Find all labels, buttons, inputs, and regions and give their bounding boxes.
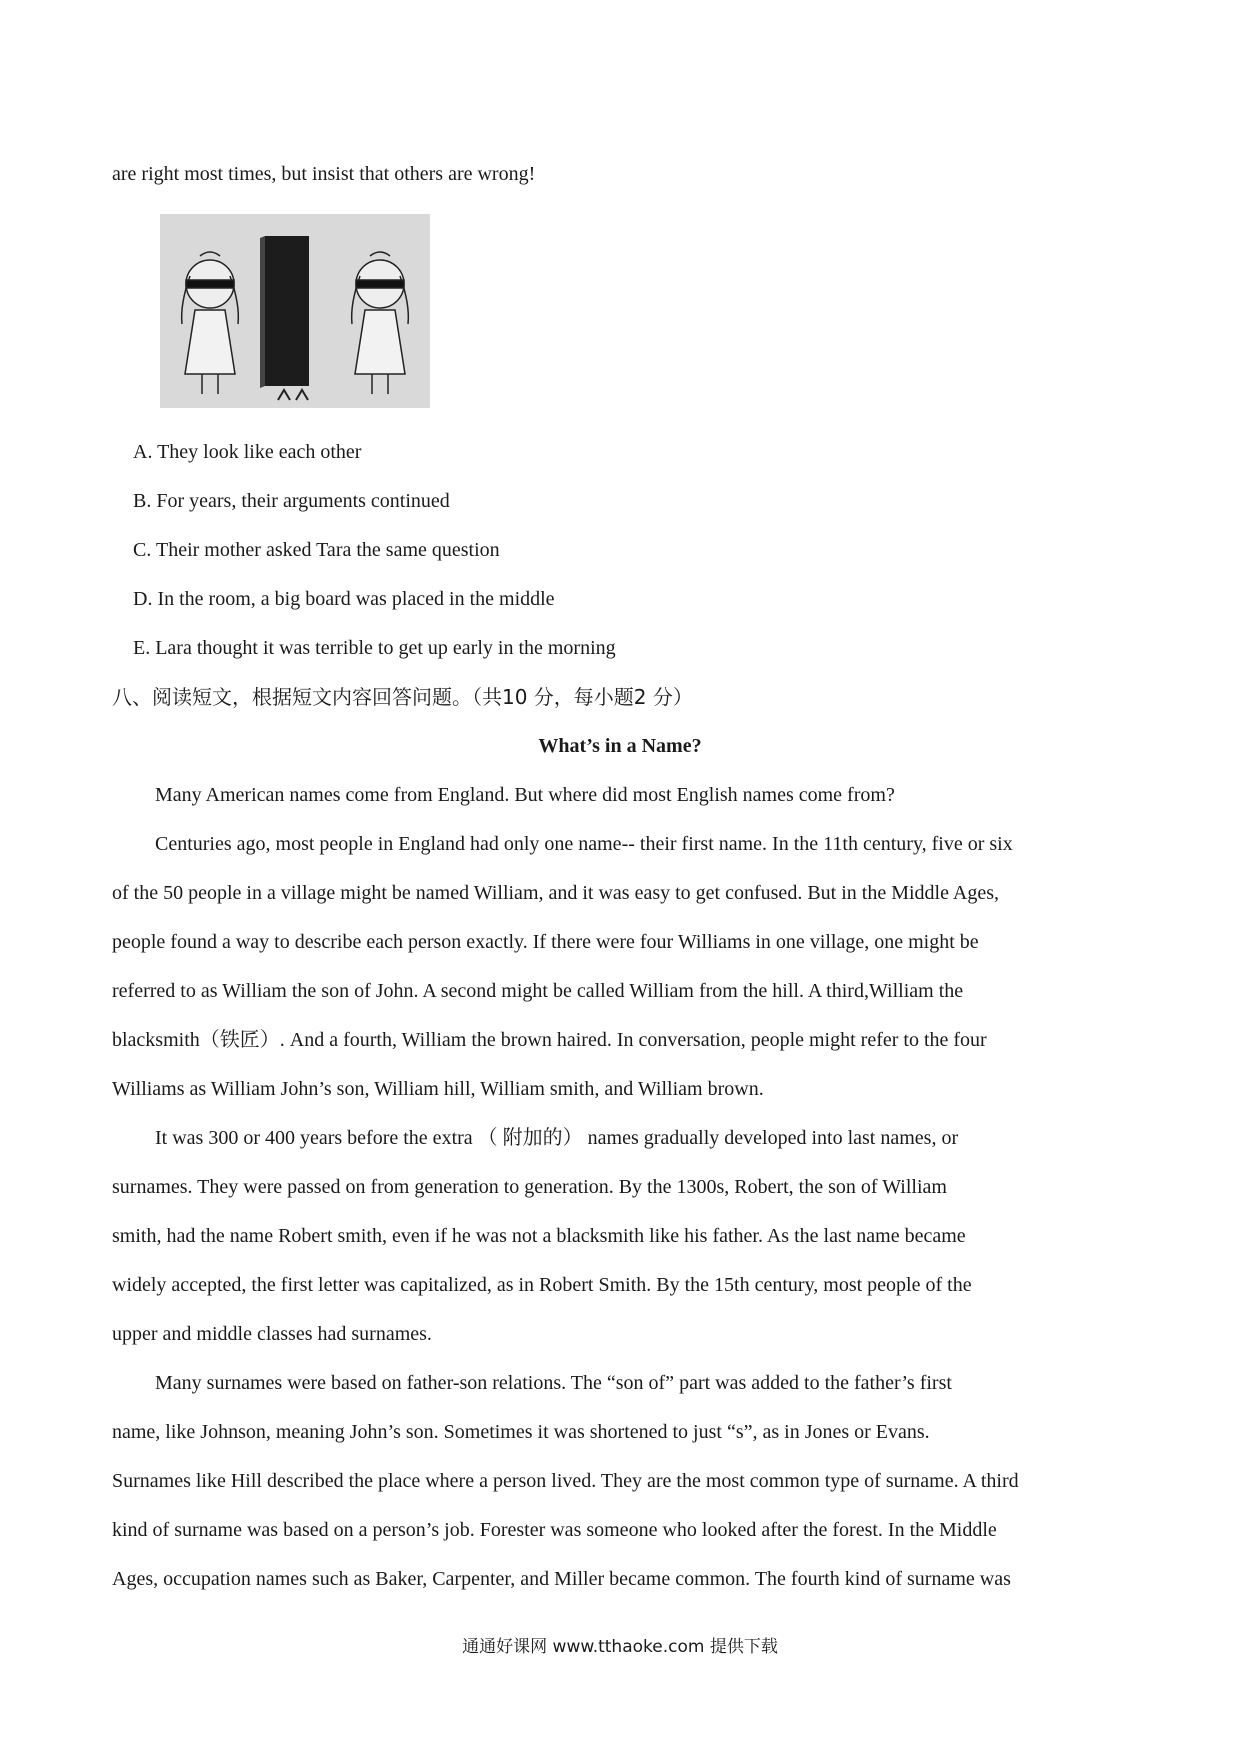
illustration-two-girls-blindfolded (160, 214, 430, 408)
passage-line: kind of surname was based on a person’s job. Forester was someone who looked after the forest. In the Middle (112, 1519, 997, 1541)
passage-line: It was 300 or 400 years before the extra （ 附加的） names gradually developed into last names, or (155, 1127, 959, 1149)
passage-line: Centuries ago, most people in England had only one name-- their first name. In the 11th century, five or six (155, 833, 1013, 855)
passage-line: widely accepted, the first letter was capitalized, as in Robert Smith. By the 15th century, most people of the (112, 1274, 972, 1296)
passage-line: Many surnames were based on father-son relations. The “son of” part was added to the father’s first (155, 1372, 952, 1394)
page-footer: 通通好课网 www.tthaoke.com 提供下载 (462, 1637, 778, 1657)
passage-line: upper and middle classes had surnames. (112, 1323, 432, 1345)
option-e: E. Lara thought it was terrible to get up early in the morning (133, 637, 616, 659)
option-c: C. Their mother asked Tara the same question (133, 539, 500, 561)
option-b: B. For years, their arguments continued (133, 490, 450, 512)
passage-line: surnames. They were passed on from generation to generation. By the 1300s, Robert, the son of William (112, 1176, 947, 1198)
passage-title: What’s in a Name? (538, 735, 702, 757)
passage-line: Ages, occupation names such as Baker, Carpenter, and Miller became common. The fourth kind of surname was (112, 1568, 1011, 1590)
passage-line: of the 50 people in a village might be named William, and it was easy to get confused. But in the Middle Ages, (112, 882, 999, 904)
passage-line: Many American names come from England. But where did most English names come from? (155, 784, 895, 806)
passage-line: Williams as William John’s son, William hill, William smith, and William brown. (112, 1078, 764, 1100)
passage-line: people found a way to describe each person exactly. If there were four Williams in one village, one might be (112, 931, 979, 953)
top-line: are right most times, but insist that others are wrong! (112, 163, 536, 185)
option-a: A. They look like each other (133, 441, 362, 463)
passage-line: Surnames like Hill described the place where a person lived. They are the most common type of surname. A third (112, 1470, 1019, 1492)
passage-line: referred to as William the son of John. A second might be called William from the hill. A third,William the (112, 980, 964, 1002)
passage-line: smith, had the name Robert smith, even if he was not a blacksmith like his father. As the last name became (112, 1225, 966, 1247)
option-d: D. In the room, a big board was placed in the middle (133, 588, 555, 610)
passage-line: name, like Johnson, meaning John’s son. Sometimes it was shortened to just “s”, as in Jones or Evans. (112, 1421, 930, 1443)
section-heading: 八、阅读短文，根据短文内容回答问题。（共10 分，每小题2 分） (112, 685, 693, 709)
passage-line: blacksmith（铁匠）. And a fourth, William the brown haired. In conversation, people might refer to the four (112, 1029, 987, 1051)
